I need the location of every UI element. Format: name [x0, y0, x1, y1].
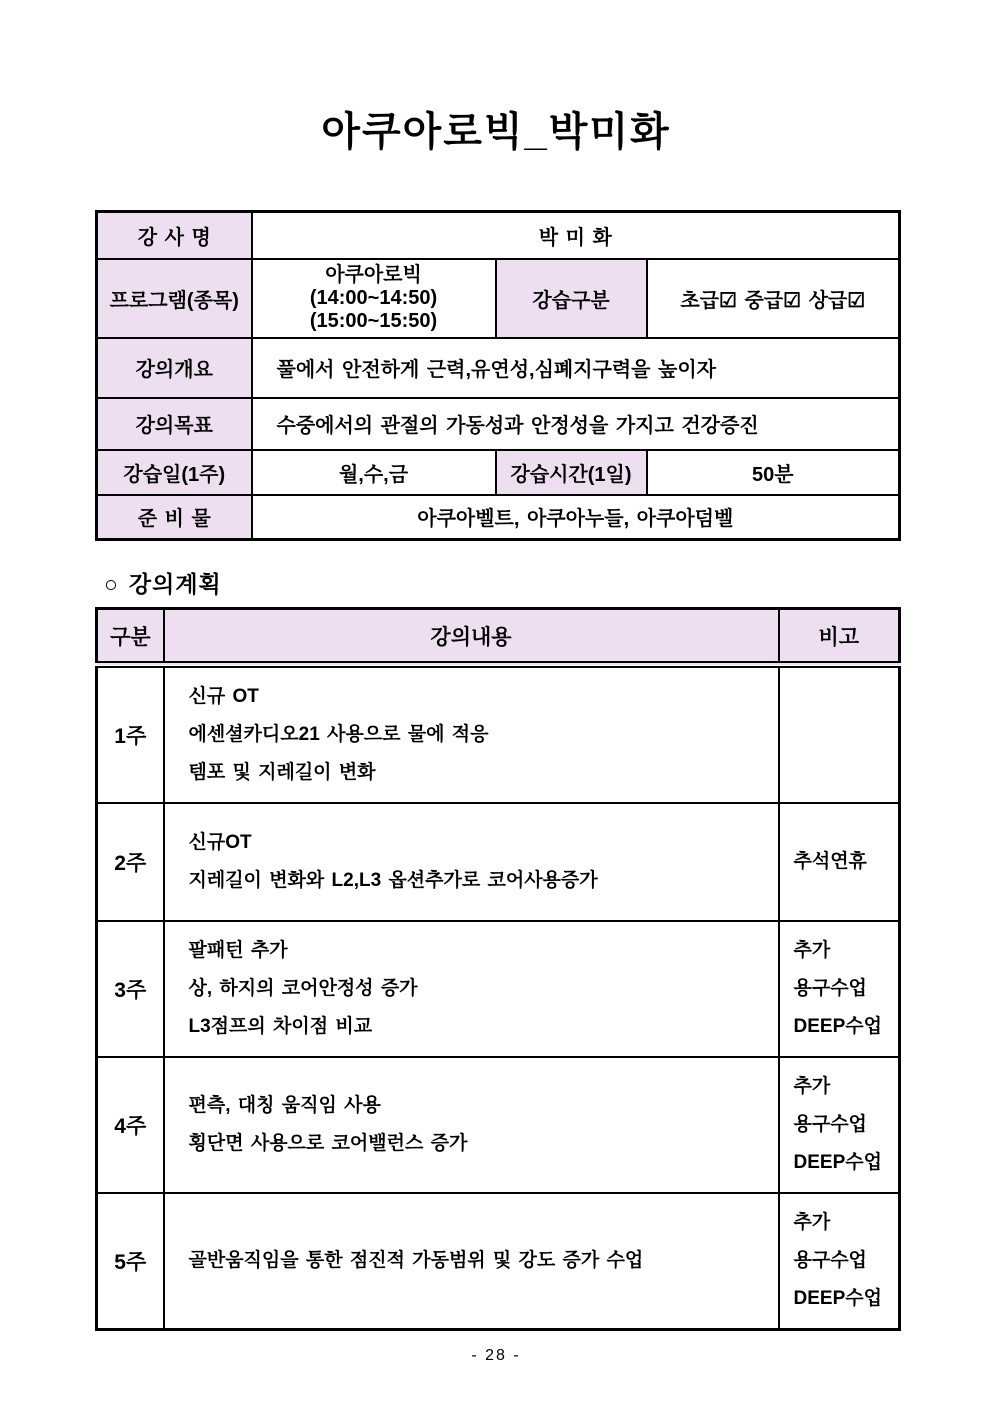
goal-label: 강의목표 — [97, 398, 252, 450]
week-label: 4주 — [97, 1057, 164, 1193]
circle-bullet-icon: ○ — [104, 571, 119, 597]
week-content: 팔패턴 추가 상, 하지의 코어안정성 증가 L3점프의 차이점 비교 — [164, 921, 779, 1057]
program-value: 아쿠아로빅 (14:00~14:50) (15:00~15:50) — [252, 259, 496, 338]
week-label: 3주 — [97, 921, 164, 1057]
goal-row — [97, 398, 900, 450]
goal-value: 수중에서의 관절의 가동성과 안정성을 가지고 건강증진 — [252, 398, 900, 450]
week-label: 1주 — [97, 665, 164, 804]
lecture-plan-section-heading — [104, 566, 222, 599]
class-days-value: 월,수,금 — [252, 450, 496, 495]
section-title: 강의계획 — [128, 571, 222, 597]
instructor-label: 강 사 명 — [97, 212, 252, 259]
week-note: 추가 용구수업 DEEP수업 — [779, 1057, 900, 1193]
page-title: 아쿠아로빅_박미화 — [321, 110, 671, 154]
week-content: 신규OT 지레길이 변화와 L2,L3 옵션추가로 코어사용증가 — [164, 803, 779, 921]
week-note — [779, 665, 900, 804]
week-note: 추석연휴 — [779, 803, 900, 921]
week-content: 골반움직임을 통한 점진적 가동범위 및 강도 증가 수업 — [164, 1193, 779, 1330]
week-content: 편측, 대칭 움직임 사용 횡단면 사용으로 코어밸런스 증가 — [164, 1057, 779, 1193]
overview-row — [97, 338, 900, 398]
plan-row-week1 — [97, 665, 900, 804]
week-label: 2주 — [97, 803, 164, 921]
class-time-value: 50분 — [647, 450, 900, 495]
program-label: 프로그램(종목) — [97, 259, 252, 338]
instructor-row — [97, 212, 900, 259]
week-note: 추가 용구수업 DEEP수업 — [779, 921, 900, 1057]
week-content: 신규 OT 에센셜카디오21 사용으로 물에 적응 템포 및 지레길이 변화 — [164, 665, 779, 804]
class-level-label: 강습구분 — [496, 259, 647, 338]
class-days-label: 강습일(1주) — [97, 450, 252, 495]
materials-row — [97, 495, 900, 540]
plan-header-content: 강의내용 — [164, 609, 779, 665]
overview-value: 풀에서 안전하게 근력,유연성,심폐지구력을 높이자 — [252, 338, 900, 398]
plan-header-week: 구분 — [97, 609, 164, 665]
plan-row-week3 — [97, 921, 900, 1057]
plan-header-row — [97, 609, 900, 665]
plan-row-week4 — [97, 1057, 900, 1193]
week-note: 추가 용구수업 DEEP수업 — [779, 1193, 900, 1330]
class-level-value: 초급☑ 중급☑ 상급☑ — [647, 259, 900, 338]
instructor-value: 박 미 화 — [252, 212, 900, 259]
schedule-row — [97, 450, 900, 495]
lecture-plan-table — [95, 607, 901, 1331]
materials-label: 준 비 물 — [97, 495, 252, 540]
course-info-table — [95, 210, 901, 541]
materials-value: 아쿠아벨트, 아쿠아누들, 아쿠아덤벨 — [252, 495, 900, 540]
week-label: 5주 — [97, 1193, 164, 1330]
page-number: - 28 - — [471, 1347, 521, 1364]
plan-row-week2 — [97, 803, 900, 921]
plan-row-week5 — [97, 1193, 900, 1330]
class-time-label: 강습시간(1일) — [496, 450, 647, 495]
plan-header-note: 비고 — [779, 609, 900, 665]
program-row — [97, 259, 900, 338]
overview-label: 강의개요 — [97, 338, 252, 398]
